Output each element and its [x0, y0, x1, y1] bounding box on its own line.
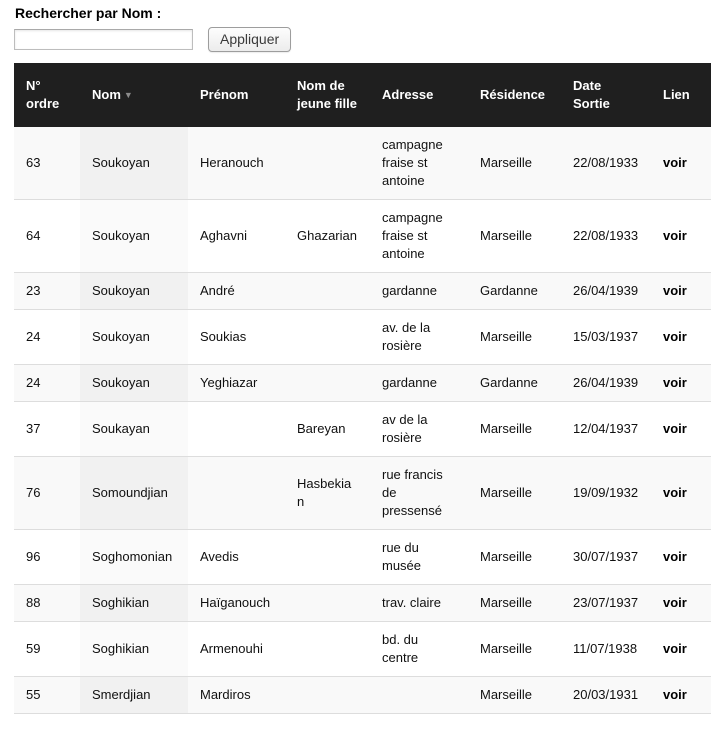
- cell-date_sortie: 12/04/1937: [561, 402, 651, 457]
- cell-prenom: Armenouhi: [188, 622, 285, 677]
- cell-adresse: av de la rosière: [370, 402, 468, 457]
- cell-date_sortie: 26/04/1939: [561, 365, 651, 402]
- voir-link[interactable]: voir: [663, 421, 687, 436]
- cell-adresse: av. de la rosière: [370, 310, 468, 365]
- cell-lien: [651, 200, 711, 273]
- column-header-residence-label: Résidence: [480, 87, 546, 102]
- cell-jeune_fille: Ghazarian: [285, 200, 370, 273]
- cell-date_sortie: 22/08/1933: [561, 200, 651, 273]
- table-row: [14, 200, 711, 273]
- cell-date_sortie: 22/08/1933: [561, 127, 651, 200]
- sort-descending-icon: ▼: [123, 90, 133, 100]
- cell-lien: [651, 530, 711, 585]
- search-row: [14, 27, 711, 52]
- cell-prenom: Avedis: [188, 530, 285, 585]
- column-header-ordre[interactable]: [14, 63, 80, 127]
- cell-prenom: Mardiros: [188, 677, 285, 714]
- column-header-jeune-fille-label: Nom de jeune fille: [297, 78, 357, 111]
- cell-date_sortie: 11/07/1938: [561, 622, 651, 677]
- cell-prenom: Soukias: [188, 310, 285, 365]
- table-row: [14, 127, 711, 200]
- cell-jeune_fille: [285, 530, 370, 585]
- cell-nom: Soghomonian: [80, 530, 188, 585]
- cell-lien: [651, 402, 711, 457]
- table-row: [14, 402, 711, 457]
- search-label: Rechercher par Nom :: [15, 5, 162, 21]
- cell-ordre: 88: [14, 585, 80, 622]
- cell-ordre: 96: [14, 530, 80, 585]
- column-header-residence[interactable]: [468, 63, 561, 127]
- table-row: [14, 622, 711, 677]
- cell-adresse: campagne fraise st antoine: [370, 200, 468, 273]
- cell-prenom: [188, 402, 285, 457]
- cell-adresse: gardanne: [370, 365, 468, 402]
- column-header-lien-label: Lien: [663, 87, 690, 102]
- table-row: [14, 365, 711, 402]
- cell-nom: Soukoyan: [80, 200, 188, 273]
- cell-adresse: [370, 677, 468, 714]
- cell-prenom: André: [188, 273, 285, 310]
- cell-jeune_fille: [285, 273, 370, 310]
- table-row: [14, 273, 711, 310]
- table-body: [14, 127, 711, 714]
- cell-prenom: Haïganouch: [188, 585, 285, 622]
- column-header-prenom-label: Prénom: [200, 87, 249, 102]
- cell-nom: Smerdjian: [80, 677, 188, 714]
- apply-button[interactable]: Appliquer: [208, 27, 291, 52]
- cell-nom: Somoundjian: [80, 457, 188, 530]
- cell-ordre: 63: [14, 127, 80, 200]
- cell-ordre: 59: [14, 622, 80, 677]
- cell-residence: Marseille: [468, 585, 561, 622]
- search-input[interactable]: [14, 29, 193, 50]
- cell-prenom: Aghavni: [188, 200, 285, 273]
- cell-ordre: 24: [14, 365, 80, 402]
- cell-jeune_fille: Bareyan: [285, 402, 370, 457]
- cell-adresse: rue du musée: [370, 530, 468, 585]
- cell-residence: Gardanne: [468, 273, 561, 310]
- cell-adresse: rue francis de pressensé: [370, 457, 468, 530]
- cell-ordre: 37: [14, 402, 80, 457]
- cell-date_sortie: 30/07/1937: [561, 530, 651, 585]
- cell-nom: Soukoyan: [80, 365, 188, 402]
- cell-lien: [651, 622, 711, 677]
- cell-adresse: gardanne: [370, 273, 468, 310]
- cell-date_sortie: 19/09/1932: [561, 457, 651, 530]
- cell-date_sortie: 26/04/1939: [561, 273, 651, 310]
- table-row: [14, 530, 711, 585]
- cell-lien: [651, 273, 711, 310]
- cell-jeune_fille: [285, 622, 370, 677]
- cell-ordre: 64: [14, 200, 80, 273]
- table-row: [14, 310, 711, 365]
- cell-residence: Marseille: [468, 457, 561, 530]
- cell-lien: [651, 365, 711, 402]
- cell-jeune_fille: Hasbekian: [285, 457, 370, 530]
- column-header-nom[interactable]: [80, 63, 188, 127]
- table-row: [14, 677, 711, 714]
- cell-ordre: 76: [14, 457, 80, 530]
- cell-jeune_fille: [285, 677, 370, 714]
- voir-link[interactable]: voir: [663, 641, 687, 656]
- cell-nom: Soukoyan: [80, 273, 188, 310]
- cell-residence: Marseille: [468, 402, 561, 457]
- column-header-date-sortie-label: Date Sortie: [573, 78, 610, 111]
- cell-nom: Soukoyan: [80, 127, 188, 200]
- column-header-lien[interactable]: [651, 63, 711, 127]
- cell-jeune_fille: [285, 127, 370, 200]
- cell-lien: [651, 585, 711, 622]
- results-table: [14, 63, 711, 714]
- cell-nom: Soghikian: [80, 622, 188, 677]
- cell-adresse: campagne fraise st antoine: [370, 127, 468, 200]
- cell-residence: Marseille: [468, 200, 561, 273]
- voir-link[interactable]: voir: [663, 687, 687, 702]
- cell-date_sortie: 20/03/1931: [561, 677, 651, 714]
- cell-prenom: Heranouch: [188, 127, 285, 200]
- cell-nom: Soghikian: [80, 585, 188, 622]
- cell-lien: [651, 310, 711, 365]
- column-header-adresse[interactable]: [370, 63, 468, 127]
- cell-lien: [651, 457, 711, 530]
- cell-nom: Soukoyan: [80, 310, 188, 365]
- cell-adresse: trav. claire: [370, 585, 468, 622]
- column-header-jeune-fille[interactable]: [285, 63, 370, 127]
- cell-residence: Marseille: [468, 127, 561, 200]
- cell-date_sortie: 23/07/1937: [561, 585, 651, 622]
- cell-jeune_fille: [285, 365, 370, 402]
- table-row: [14, 457, 711, 530]
- cell-jeune_fille: [285, 310, 370, 365]
- cell-residence: Marseille: [468, 677, 561, 714]
- column-header-adresse-label: Adresse: [382, 87, 434, 102]
- column-header-prenom[interactable]: [188, 63, 285, 127]
- column-header-date-sortie[interactable]: [561, 63, 651, 127]
- voir-link[interactable]: voir: [663, 329, 687, 344]
- cell-jeune_fille: [285, 585, 370, 622]
- voir-link[interactable]: voir: [663, 595, 687, 610]
- table-header-row: [14, 63, 711, 127]
- cell-prenom: [188, 457, 285, 530]
- cell-nom: Soukayan: [80, 402, 188, 457]
- cell-lien: [651, 127, 711, 200]
- table-row: [14, 585, 711, 622]
- cell-residence: Marseille: [468, 622, 561, 677]
- cell-residence: Marseille: [468, 310, 561, 365]
- cell-ordre: 24: [14, 310, 80, 365]
- cell-adresse: bd. du centre: [370, 622, 468, 677]
- cell-ordre: 23: [14, 273, 80, 310]
- voir-link[interactable]: voir: [663, 155, 687, 170]
- cell-prenom: Yeghiazar: [188, 365, 285, 402]
- voir-link[interactable]: voir: [663, 375, 687, 390]
- voir-link[interactable]: voir: [663, 283, 687, 298]
- cell-lien: [651, 677, 711, 714]
- cell-residence: Gardanne: [468, 365, 561, 402]
- cell-ordre: 55: [14, 677, 80, 714]
- voir-link[interactable]: voir: [663, 228, 687, 243]
- voir-link[interactable]: voir: [663, 485, 687, 500]
- cell-date_sortie: 15/03/1937: [561, 310, 651, 365]
- column-header-ordre-label: N° ordre: [26, 78, 60, 111]
- voir-link[interactable]: voir: [663, 549, 687, 564]
- column-header-nom-label: Nom: [92, 87, 121, 102]
- cell-residence: Marseille: [468, 530, 561, 585]
